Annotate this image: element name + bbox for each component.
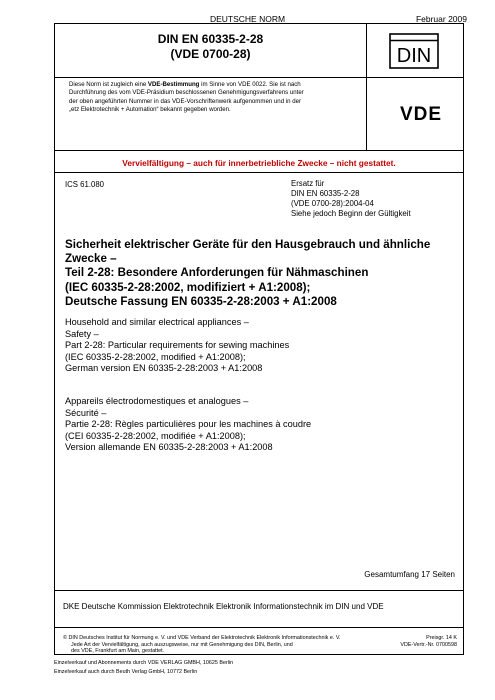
dke-committee: DKE Deutsche Kommission Elektrotechnik Elektronik Informationstechnik im DIN und VDE <box>63 602 384 611</box>
french-title-line: (CEI 60335-2-28:2002, modifiée + A1:2008); <box>65 430 246 441</box>
french-title-line: Partie 2-28: Règles particulières pour les machines à coudre <box>65 419 312 430</box>
english-title <box>65 317 459 375</box>
issue-date: Februar 2009 <box>415 14 467 24</box>
replacement-info <box>291 179 411 219</box>
vde-note <box>69 81 361 114</box>
french-title-line: Appareils électrodomestiques et analogues – <box>65 396 249 406</box>
standard-title-row <box>55 24 463 78</box>
replacement-line: Ersatz für <box>291 179 325 188</box>
divider <box>55 627 463 628</box>
english-title-line: (IEC 60335-2-28:2002, modified + A1:2008); <box>65 351 246 362</box>
english-title-line: Safety – <box>65 328 99 339</box>
english-title-line: Part 2-28: Particular requirements for sewing machines <box>65 340 290 351</box>
sales-info: Einzelverkauf und Abonnements durch VDE VERLAG GMBH, 10625 Berlin <box>54 660 234 666</box>
din-logo-text: DIN <box>396 45 432 67</box>
vde-note-line: Durchführung des vom VDE-Präsidium beschlossenen Genehmigungsverfahrens unter <box>69 89 304 97</box>
german-title <box>65 238 459 309</box>
standard-number: DIN EN 60335-2-28 <box>157 32 264 46</box>
vde-note-line: Diese Norm ist zugleich eine VDE-Bestimmung im Sinne von VDE 0022. Sie ist nach <box>69 81 301 88</box>
norm-type-label: DEUTSCHE NORM <box>209 14 286 24</box>
german-title-line: Sicherheit elektrischer Geräte für den Hausgebrauch und ähnliche <box>65 238 431 251</box>
replacement-line: Siehe jedoch Beginn der Gültigkeit <box>291 209 411 218</box>
reproduction-warning: Vervielfältigung – auch für innerbetriebliche Zwecke – nicht gestattet. <box>122 158 396 168</box>
copyright-line: © DIN Deutsches Institut für Normung e. V. und VDE Verband der Elektrotechnik Elektronik Informationstechnik e. V. <box>63 635 341 641</box>
din-logo <box>389 33 439 69</box>
total-pages: Gesamtumfang 17 Seiten <box>364 570 455 579</box>
german-title-line: Zwecke – <box>65 252 117 266</box>
replacement-line: DIN EN 60335-2-28 <box>291 189 360 198</box>
french-title-line: Sécurité – <box>65 407 107 418</box>
german-title-line: (IEC 60335-2-28:2002, modifiziert + A1:2008); <box>65 280 311 294</box>
vde-classification: (VDE 0700-28) <box>170 47 251 61</box>
copyright-line: Jede Art der Vervielfältigung, auch auszugsweise, nur mit Genehmigung des DIN, Berlin, und <box>71 641 293 648</box>
price-info <box>400 635 457 648</box>
divider <box>55 590 463 591</box>
copyright-notice <box>63 635 383 655</box>
vde-note-line: „etz Elektrotechnik + Automation“ bekannt gegeben worden. <box>69 105 231 113</box>
vde-logo: VDE <box>399 104 443 125</box>
standard-number-block <box>55 32 366 62</box>
french-title-line: Version allemande EN 60335-2-28:2003 + A1:2008 <box>65 442 273 453</box>
german-title-line: Teil 2-28: Besondere Anforderungen für Nähmaschinen <box>65 266 369 280</box>
divider <box>55 172 463 173</box>
vde-order-number: VDE-Vertr.-Nr. 0700598 <box>400 641 457 648</box>
vde-note-line: der oben angeführten Nummer in das VDE-Vorschriftenwerk aufgenommen und in der <box>69 97 302 105</box>
french-title <box>65 396 459 454</box>
copyright-line: des VDE, Frankfurt am Main, gestattet. <box>71 648 165 655</box>
english-title-line: Household and similar electrical appliances – <box>65 317 249 327</box>
sales-info: Einzelverkauf auch durch Beuth Verlag GmbH, 10772 Berlin <box>54 669 198 675</box>
ics-code: ICS 61.080 <box>65 180 105 189</box>
english-title-line: German version EN 60335-2-28:2003 + A1:2008 <box>65 363 263 374</box>
german-title-line: Deutsche Fassung EN 60335-2-28:2003 + A1:2008 <box>65 294 337 308</box>
replacement-line: (VDE 0700-28):2004-04 <box>291 199 374 208</box>
price-group: Preisgr. 14 K <box>426 635 457 641</box>
cover-frame <box>54 23 464 655</box>
vde-row <box>55 77 463 151</box>
